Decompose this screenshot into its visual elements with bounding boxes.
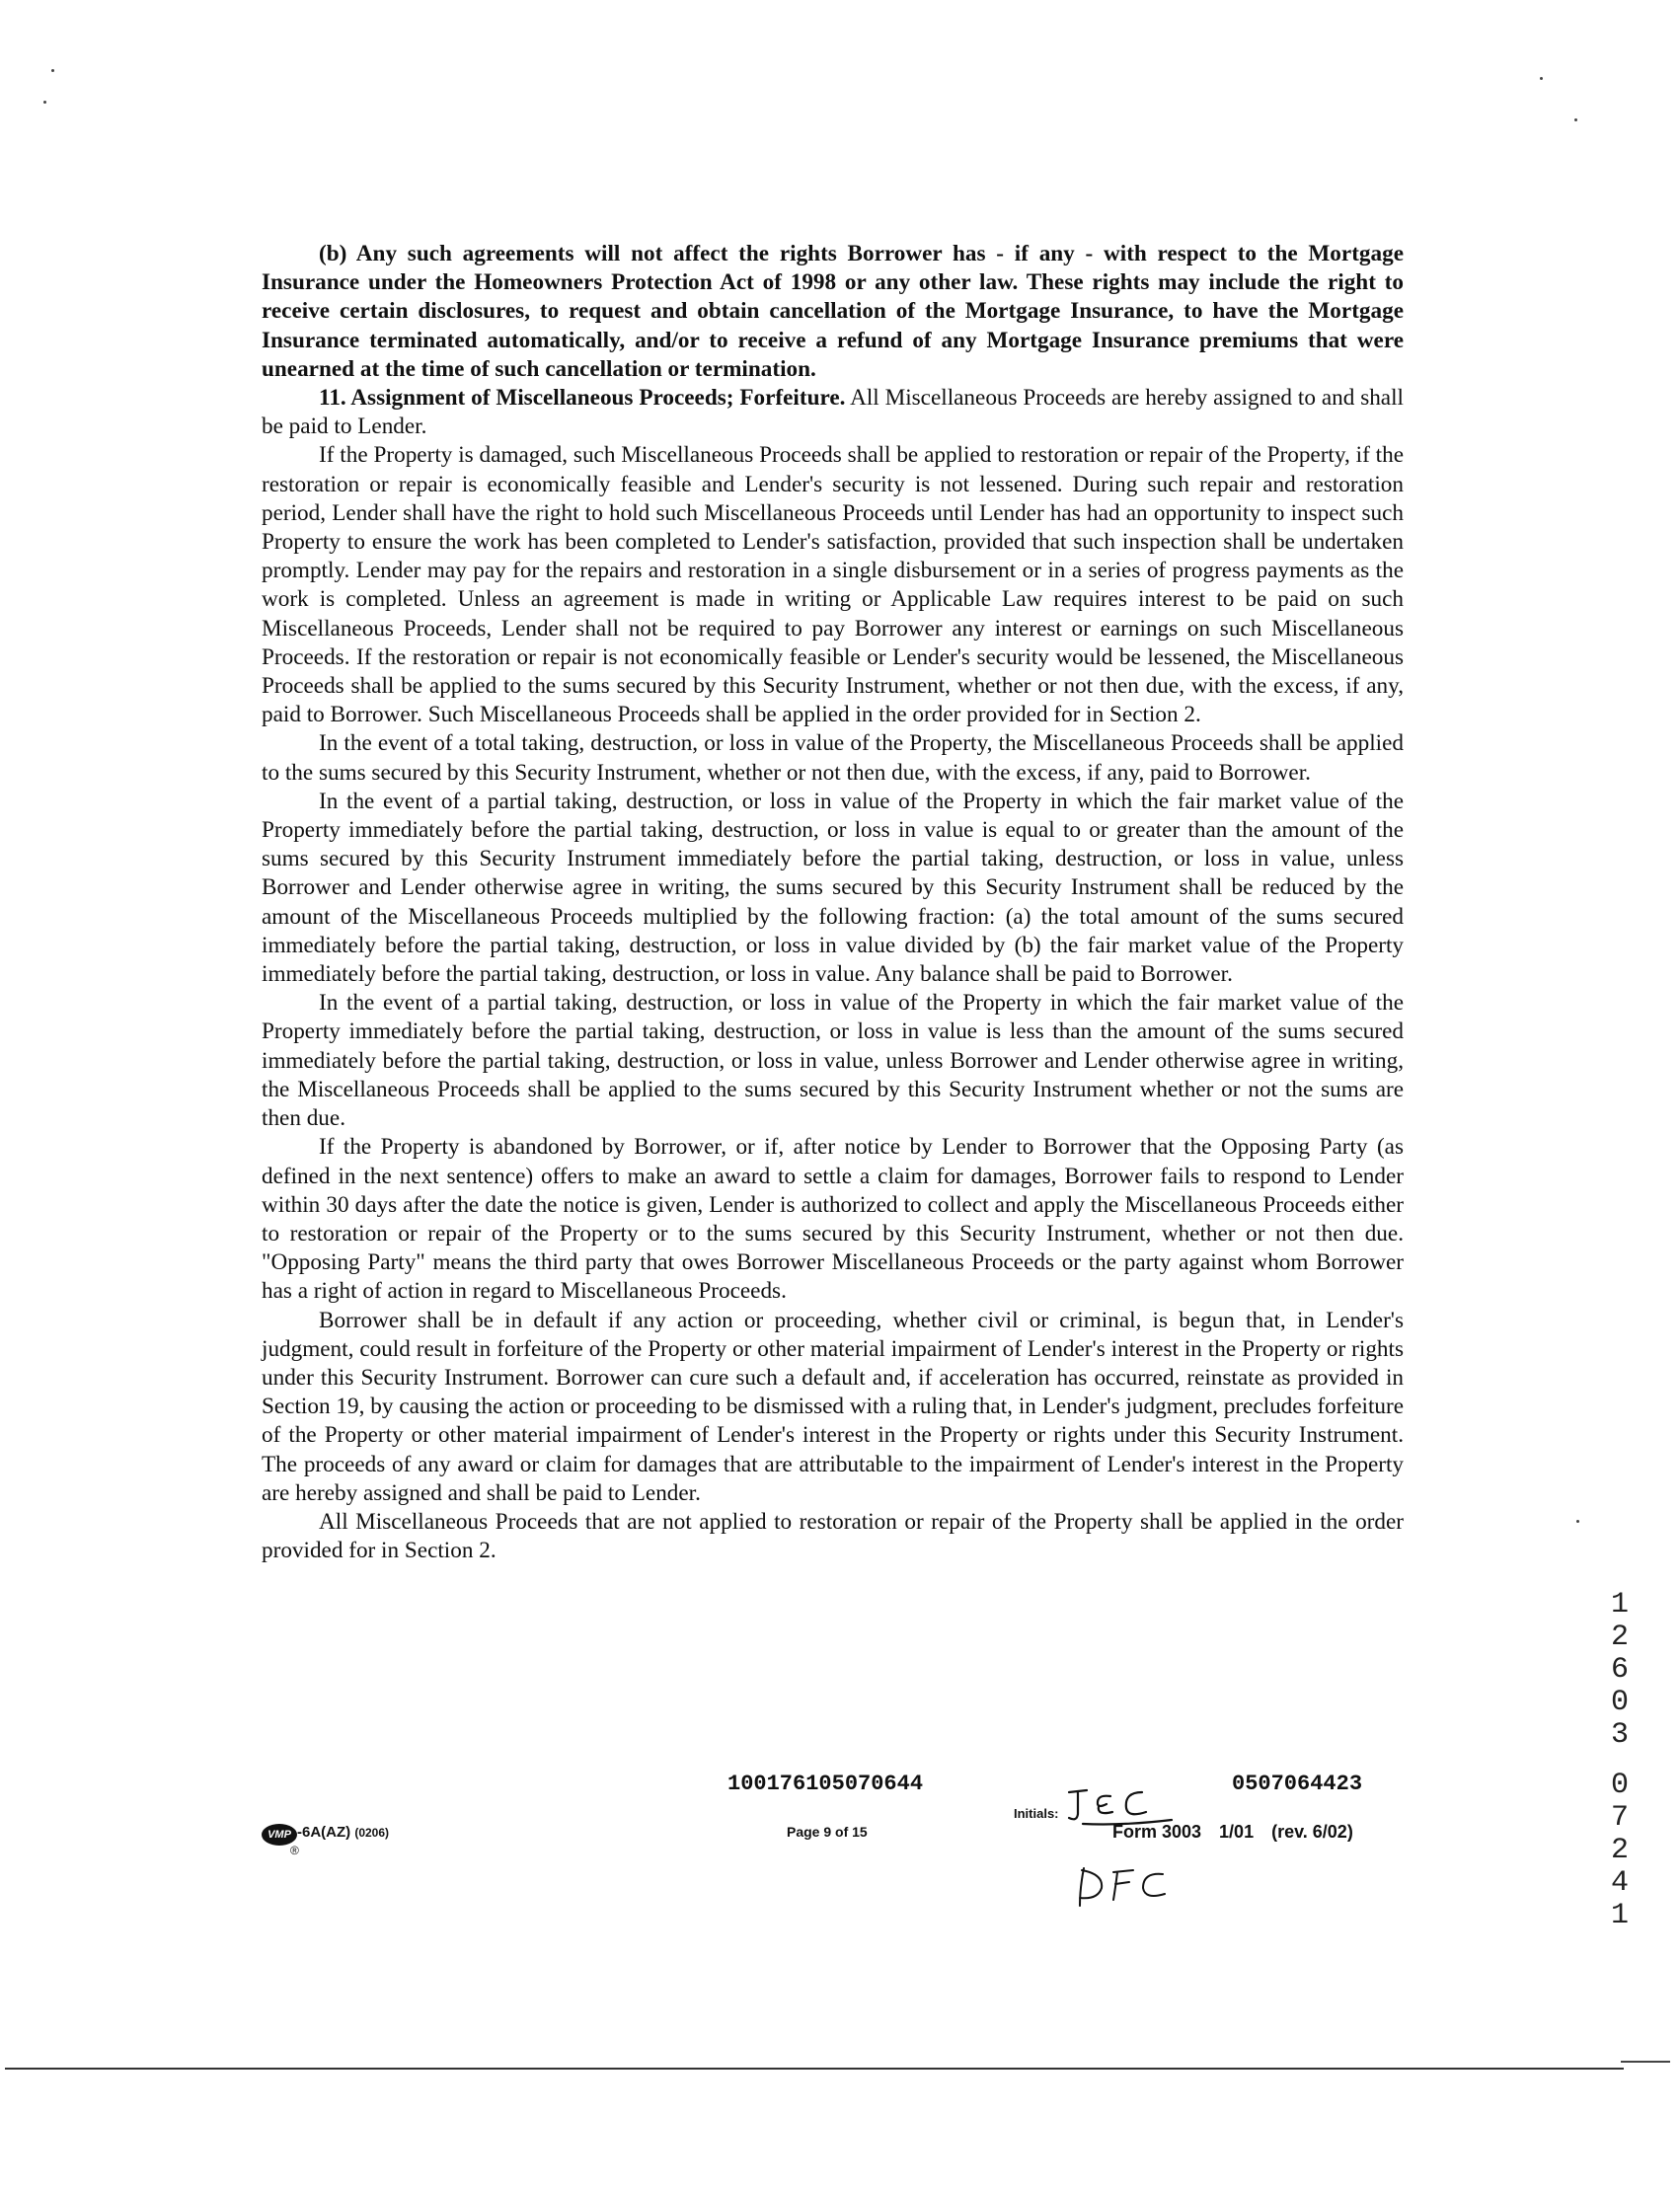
loan-number: 0507064423 bbox=[1232, 1772, 1363, 1796]
recording-digit: 0 bbox=[1610, 1686, 1629, 1719]
paragraph: In the event of a partial taking, destruction, or loss in value of the Property in which the fair market value of the Property immediately before the partial taking, destruction, or loss in value is equal to or greater than the amount of the sums secured by this Security Instrument immediately before the partial taking, destruction, or loss in value, unless Borrower and Lender otherwise agree in writing, the sums secured by this Security Instrument shall be reduced by the amount of the Miscellaneous Proceeds multiplied by the following fraction: (a) the total amount of the sums secured immediately before the partial taking, destruction, or loss in value divided by (b) the fair market value of the Property immediately before the partial taking, destruction, or loss in value. Any balance shall be paid to Borrower. bbox=[262, 788, 1404, 988]
scan-edge-line bbox=[1621, 2061, 1670, 2063]
form-date: 1/01 bbox=[1219, 1822, 1255, 1842]
page-number: Page 9 of 15 bbox=[787, 1824, 868, 1840]
form-code-text: -6A(AZ) bbox=[297, 1824, 351, 1841]
scan-speck bbox=[43, 101, 46, 104]
recording-gap bbox=[1605, 1752, 1635, 1770]
document-body bbox=[262, 240, 1404, 1565]
recording-digit: 4 bbox=[1610, 1866, 1629, 1900]
scan-speck bbox=[1540, 77, 1543, 80]
recording-digit: 2 bbox=[1610, 1621, 1629, 1654]
recording-digit: 7 bbox=[1610, 1801, 1629, 1835]
paragraph: All Miscellaneous Proceeds that are not applied to restoration or repair of the Property shall be applied in the order provided for in Section 2. bbox=[262, 1508, 1404, 1564]
form-code-date: (0206) bbox=[354, 1826, 390, 1840]
recording-digit: 3 bbox=[1610, 1718, 1629, 1752]
paragraph: If the Property is abandoned by Borrower, or if, after notice by Lender to Borrower that the Opposing Party (as defined in the next sentence) offers to make an award to settle a claim for damages, Borrower fails to respond to Lender within 30 days after the date the notice is given, Lender is authorized to collect and apply the Miscellaneous Proceeds either to restoration or repair of the Property or to the sums secured by this Security Instrument, whether or not then due. "Opposing Party" means the third party that owes Borrower Miscellaneous Proceeds or the party against whom Borrower has a right of action in regard to Miscellaneous Proceeds. bbox=[262, 1134, 1404, 1305]
recording-digit: 1 bbox=[1610, 1588, 1629, 1622]
scan-edge-line bbox=[5, 2068, 1624, 2070]
scan-speck bbox=[1576, 1520, 1579, 1523]
recording-digit: 0 bbox=[1610, 1769, 1629, 1802]
initials-signature-2 bbox=[1074, 1860, 1173, 1910]
section-11-heading: 11. Assignment of Miscellaneous Proceeds; Forfeiture. bbox=[319, 385, 846, 412]
min-number: 100176105070644 bbox=[727, 1772, 924, 1796]
scan-speck bbox=[51, 69, 54, 72]
recording-digit: 1 bbox=[1610, 1899, 1629, 1932]
paragraph-b: (b) Any such agreements will not affect the rights Borrower has - if any - with respect to the Mortgage Insurance under the Homeowners Protection Act of 1998 or any other law. These rights may include the right to receive certain disclosures, to request and obtain cancellation of the Mortgage Insurance, to have the Mortgage Insurance terminated automatically, and/or to receive a refund of any Mortgage Insurance premiums that were unearned at the time of such cancellation or termination. bbox=[262, 241, 1404, 382]
scan-speck bbox=[1574, 118, 1577, 121]
paragraph: In the event of a partial taking, destruction, or loss in value of the Property in which the fair market value of the Property immediately before the partial taking, destruction, or loss in value is less than the amount of the sums secured immediately before the partial taking, destruction, or loss in value, unless Borrower and Lender otherwise agree in writing, the Miscellaneous Proceeds shall be applied to the sums secured by this Security Instrument whether or not the sums are then due. bbox=[262, 990, 1404, 1132]
recording-digit: 6 bbox=[1610, 1653, 1629, 1687]
recording-digit: 2 bbox=[1610, 1834, 1629, 1867]
form-info bbox=[1112, 1822, 1353, 1843]
paragraph: In the event of a total taking, destruction, or loss in value of the Property, the Miscellaneous Proceeds shall be applied to the sums secured by this Security Instrument, whether or not then due, with the excess, if any, paid to Borrower. bbox=[262, 730, 1404, 786]
paragraph: Borrower shall be in default if any action or proceeding, whether civil or criminal, is begun that, in Lender's judgment, could result in forfeiture of the Property or other material impairment of Lender's interest in the Property or rights under this Security Instrument. Borrower can cure such a default and, if acceleration has occurred, reinstate as provided in Section 19, by causing the action or proceeding to be dismissed with a ruling that, in Lender's judgment, precludes forfeiture of the Property or other material impairment of Lender's interest in the Property or rights under this Security Instrument. The proceeds of any award or claim for damages that are attributable to the impairment of Lender's interest in the Property are hereby assigned and shall be paid to Lender. bbox=[262, 1307, 1404, 1506]
vmp-logo: VMP bbox=[262, 1824, 297, 1846]
form-revision: (rev. 6/02) bbox=[1271, 1822, 1353, 1842]
form-number: Form 3003 bbox=[1112, 1822, 1202, 1842]
form-code bbox=[297, 1824, 389, 1841]
section-11-intro: All Miscellaneous Proceeds are hereby assigned to and shall be paid to Lender. bbox=[262, 385, 1404, 440]
initials-label: Initials: bbox=[1014, 1806, 1059, 1821]
recording-number bbox=[1605, 1589, 1635, 1932]
paragraph: If the Property is damaged, such Miscellaneous Proceeds shall be applied to restoration or repair of the Property, if the restoration or repair is economically feasible and Lender's security is not lessened. During such repair and restoration period, Lender shall have the right to hold such Miscellaneous Proceeds until Lender has had an opportunity to inspect such Property to ensure the work has been completed to Lender's satisfaction, provided that such inspection shall be undertaken promptly. Lender may pay for the repairs and restoration in a single disbursement or in a series of progress payments as the work is completed. Unless an agreement is made in writing or Applicable Law requires interest to be paid on such Miscellaneous Proceeds, Lender shall not be required to pay Borrower any interest or earnings on such Miscellaneous Proceeds. If the restoration or repair is not economically feasible or Lender's security would be lessened, the Miscellaneous Proceeds shall be applied to the sums secured by this Security Instrument, whether or not then due, with the excess, if any, paid to Borrower. Such Miscellaneous Proceeds shall be applied in the order provided for in Section 2. bbox=[262, 442, 1404, 728]
registered-mark: ® bbox=[290, 1844, 299, 1857]
section-11 bbox=[262, 384, 1404, 441]
